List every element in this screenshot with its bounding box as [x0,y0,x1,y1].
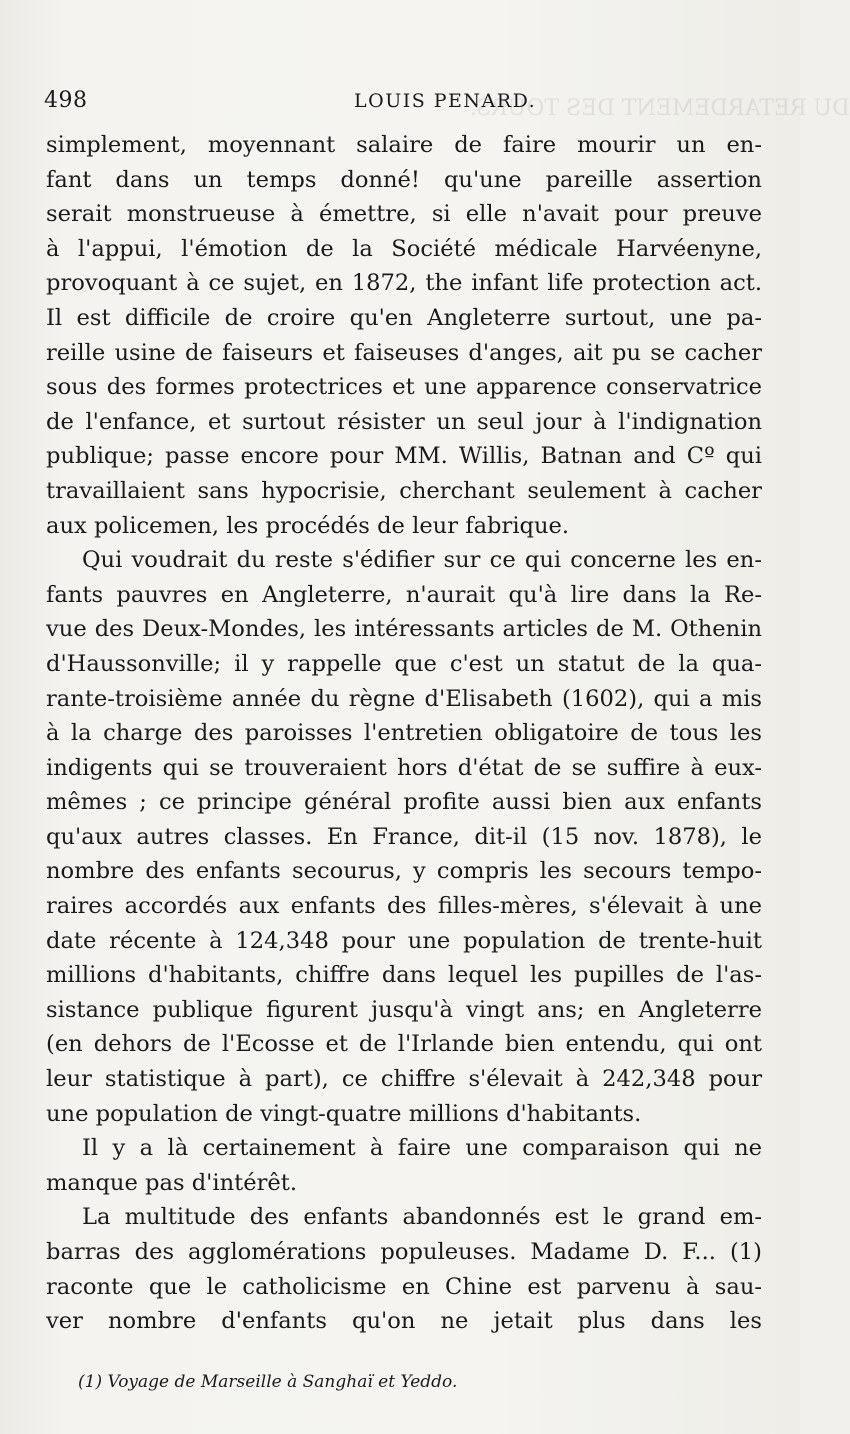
page-header [44,88,760,118]
text-line: Qui voudrait du reste s'édifier sur ce qui concerne les en- [82,547,762,574]
text-line: barras des agglomérations populeuses. Madame D. F... (1) [46,1239,762,1265]
text-line: à la charge des paroisses l'entretien obligatoire de tous les [46,720,762,747]
text-line: millions d'habitants, chiffre dans lequel les pupilles de l'as- [46,962,762,989]
text-line: travaillaient sans hypocrisie, cherchant seulement à cacher [46,477,762,504]
running-title: LOUIS PENARD. [354,90,537,112]
text-line: une population de vingt-quatre millions d'habitants. [46,1100,642,1127]
text-line: rante-troisième année du règne d'Elisabeth (1602), qui a mis [46,685,762,712]
text-line: fant dans un temps donné! qu'une pareille assertion [46,166,762,193]
text-line: date récente à 124,348 pour une population de trente-huit [46,927,762,954]
text-line: serait monstrueuse à émettre, si elle n'avait pour preuve [46,201,762,228]
text-line: à l'appui, l'émotion de la Société médicale Harvéenyne, [46,235,762,262]
text-line: manque pas d'intérêt. [46,1169,298,1196]
text-line: publique; passe encore pour MM. Willis, Batnan and Cº qui [46,443,762,470]
text-line: provoquant à ce sujet, en 1872, the infant life protection act. [46,270,762,297]
text-line: (en dehors de l'Ecosse et de l'Irlande bien entendu, qui ont [46,1031,762,1058]
text-line: simplement, moyennant salaire de faire mourir un en- [46,132,762,158]
bleed-through-text: DU RETARDEMENT DES TOURS. [470,96,850,121]
text-line: de l'enfance, et surtout résister un seul jour à l'indignation [46,408,762,435]
text-line: La multitude des enfants abandonnés est le grand em- [82,1204,762,1231]
text-line: raires accordés aux enfants des filles-mères, s'élevait à une [46,893,762,920]
text-line: raconte que le catholicisme en Chine est parvenu à sau- [46,1273,762,1300]
text-line: Il y a là certainement à faire une comparaison qui ne [82,1135,762,1162]
text-line: mêmes ; ce principe général profite aussi bien aux enfants [46,789,762,816]
text-line: Il est difficile de croire qu'en Angleterre surtout, une pa- [46,304,762,331]
text-line: nombre des enfants secourus, y compris les secours tempo- [46,858,762,885]
text-line: fants pauvres en Angleterre, n'aurait qu'à lire dans la Re- [46,581,762,608]
text-line: aux policemen, les procédés de leur fabrique. [46,512,570,539]
text-line: sous des formes protectrices et une apparence conservatrice [46,374,762,401]
text-line: qu'aux autres classes. En France, dit-il (15 nov. 1878), le [46,823,762,850]
page-number: 498 [44,88,88,113]
text-line: indigents qui se trouveraient hors d'état de se suffire à eux- [46,754,762,781]
text-line: reille usine de faiseurs et faiseuses d'anges, ait pu se cacher [46,339,762,366]
text-line: sistance publique figurent jusqu'à vingt ans; en Angleterre [46,996,762,1023]
footnote: (1) Voyage de Marseille à Sanghaï et Yeddo. [78,1372,458,1392]
text-line: vue des Deux-Mondes, les intéressants articles de M. Othenin [46,616,762,643]
text-line: d'Haussonville; il y rappelle que c'est un statut de la qua- [46,650,762,677]
body-text [46,128,762,1339]
text-line: ver nombre d'enfants qu'on ne jetait plus dans les [46,1308,762,1335]
text-line: leur statistique à part), ce chiffre s'élevait à 242,348 pour [46,1066,762,1093]
